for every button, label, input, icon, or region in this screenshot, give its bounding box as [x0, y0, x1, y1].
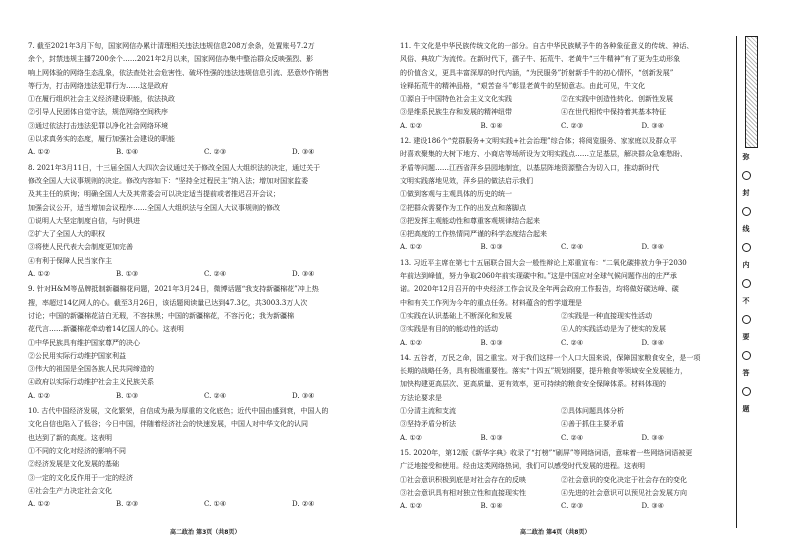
q12-opt-2: ②把群众需要作为工作的出发点和落脚点 — [400, 203, 526, 212]
q12-choice-a[interactable]: A. ①② — [400, 243, 423, 252]
seal-circle-icon — [742, 279, 751, 288]
q10-stem-2: 文化自信也陷入了低谷；今日中国，伴随着经济社会的快速发展，中国人对中华文化的认同 — [28, 420, 308, 429]
q13-choice-a[interactable]: A. ①② — [400, 338, 423, 347]
q12-stem-2: 时喜欢聚集的大树下地方、小商店等场所设为文明实践点……立足基层，解决群众急难愁盼、 — [400, 150, 687, 159]
q15-choices — [400, 500, 722, 513]
q13-options — [400, 310, 722, 337]
q10-choices — [28, 498, 380, 511]
q9-opt-1: ①中华民族具有维护国家尊严的决心 — [28, 338, 140, 347]
binding-header-block — [745, 36, 758, 148]
left-column — [28, 40, 380, 511]
q7-opt-4: ④以求真务实的态度，履行加强社会建设的职能 — [28, 135, 175, 144]
q13-opt-1: ①实践在认识基础上不断深化和发展 — [400, 311, 512, 320]
q7-stem-4: 等行为，打击网络违法犯罪行为……这是政府 — [28, 81, 168, 90]
q8-stem-1: 8. 2021年3月11日，十三届全国人大四次会议通过关于修改全国人大组织法的决定，通过关于 — [28, 163, 321, 172]
right-column — [400, 40, 722, 513]
q9-choice-a[interactable]: A. ①② — [28, 391, 51, 400]
q14-opt-2: ②具体问题具体分析 — [561, 407, 624, 416]
q15-choice-d[interactable]: D. ③④ — [641, 502, 664, 511]
q14-stem-1: 14. 五谷者，万民之命，国之重宝。对于我们这样一个人口大国来说，保障国家粮食安全，是一项 — [400, 353, 701, 362]
question-7 — [28, 40, 380, 160]
seal-char-3: 线 — [742, 225, 750, 233]
q11-opt-1: ①源自于中国特色社会主义文化实践 — [400, 95, 512, 104]
q10-stem-1: 10. 古代中国经济发展，文化繁荣，自信成为最为厚重的文化底色；近代中国由盛到衰，中国人的 — [28, 407, 329, 416]
q11-stem-4: 诠释拓荒牛的精神品格，“艰苦奋斗”彰显老黄牛的坚韧意志。由此可见，牛文化 — [400, 81, 646, 90]
question-11 — [400, 40, 722, 133]
seal-char-7: 答 — [742, 369, 750, 377]
q9-opt-3: ③伟大的祖国是全国各族人民共同缔造的 — [28, 365, 154, 374]
seal-line — [740, 150, 752, 417]
q10-opt-1: ①不同的文化对经济的影响不同 — [28, 446, 126, 455]
q13-stem-4: 中和有关工作列为今年的重点任务。材料蕴含的哲学道理是 — [400, 298, 582, 307]
q15-opt-3: ③社会意识具有相对独立性和直接现实性 — [400, 488, 526, 497]
question-14 — [400, 352, 722, 445]
q15-choice-c[interactable]: C. ②③ — [561, 502, 584, 511]
q13-choice-d[interactable]: D. ③④ — [641, 338, 664, 347]
q8-stem-3: 及其主任的质询；明确全国人大及其常委会可以决定适当提前或者推迟召开会议； — [28, 190, 280, 199]
q10-choice-a[interactable]: A. ①② — [28, 500, 51, 509]
q15-opt-2: ②社会意识的变化决定于社会存在的变化 — [561, 475, 687, 484]
q9-choices — [28, 390, 380, 403]
q12-opt-3: ③把发挥主观能动性和尊重客观规律结合起来 — [400, 216, 540, 225]
q11-opt-2: ②在实践中创造性转化、创新性发展 — [561, 95, 673, 104]
q15-opt-4: ④先进的社会意识可以预见社会发展方向 — [561, 488, 687, 497]
q9-opt-2: ②公民用实际行动维护国家利益 — [28, 351, 126, 360]
q9-stem-2: 搜，率超过14亿网人的心。截至3月26日，该话题阅读量已达到47.3亿，共3003.3万人次 — [28, 298, 308, 307]
left-page-footer: 高二政治 第3页（共8页） — [170, 529, 241, 536]
q14-choice-d[interactable]: D. ③④ — [641, 433, 664, 442]
q10-choice-d[interactable]: D. ②④ — [292, 500, 315, 509]
q15-options — [400, 474, 722, 501]
q7-opt-2: ②引导人民团体自觉守法，规范网络空间秩序 — [28, 108, 168, 117]
q14-choices — [400, 432, 722, 445]
q11-opt-4: ④在世代相传中保持着其基本特征 — [561, 108, 666, 117]
q11-choice-c[interactable]: C. ②③ — [561, 121, 584, 130]
q9-opt-4: ④政府以实际行动维护社会主义民族关系 — [28, 378, 154, 387]
q10-choice-b[interactable]: B. ②③ — [116, 500, 139, 509]
q14-opt-1: ①分清主流和支流 — [400, 407, 456, 416]
question-10 — [28, 405, 380, 511]
q7-opt-3: ③通过依法打击违法犯罪以净化社会网络环境 — [28, 121, 168, 130]
q15-choice-b[interactable]: B. ①④ — [480, 502, 503, 511]
seal-circle-icon — [742, 315, 751, 324]
q13-choice-b[interactable]: B. ①③ — [480, 338, 503, 347]
seal-char-4: 内 — [742, 261, 750, 269]
q10-opt-2: ②经济发展是文化发展的基础 — [28, 460, 119, 469]
q10-opt-4: ④社会生产力决定社会文化 — [28, 486, 112, 495]
q11-choice-d[interactable]: D. ③④ — [641, 121, 664, 130]
q12-choice-b[interactable]: B. ①③ — [480, 243, 503, 252]
q9-stem-4: 花代言……新疆棉花牵动着14亿国人的心。这表明 — [28, 325, 184, 334]
q13-opt-3: ③实践是有目的的能动性的活动 — [400, 325, 498, 334]
q14-choice-c[interactable]: C. ②④ — [561, 433, 584, 442]
q8-choice-b[interactable]: B. ①③ — [116, 270, 139, 279]
q10-stem-3: 也达到了新的高度。这表明 — [28, 433, 112, 442]
q15-choice-a[interactable]: A. ①② — [400, 502, 423, 511]
q14-choice-a[interactable]: A. ①② — [400, 433, 423, 442]
seal-char-8: 题 — [742, 405, 750, 413]
q8-choice-c[interactable]: C. ②④ — [204, 270, 227, 279]
q11-choices — [400, 120, 722, 133]
q7-opt-1: ①在履行组织社会主义经济建设职能，依法执政 — [28, 95, 175, 104]
q8-stem-4: 加强会议公开，适当增加会议程序……全国人大组织法与全国人大议事规则的修改 — [28, 203, 280, 212]
q13-stem-1: 13. 习近平主席在第七十五届联合国大会一般性辩论上郑重宣布：“二氧化碳排放力争于2030 — [400, 258, 687, 267]
q7-choice-a[interactable]: A. ①② — [28, 148, 51, 157]
q7-stem-1: 7. 截至2021年3月下旬，国家网信办累计清理相关违法违规信息208万余条，处置账号7.2万 — [28, 42, 315, 50]
q8-choice-a[interactable]: A. ①② — [28, 270, 51, 279]
q11-choice-a[interactable]: A. ①② — [400, 121, 423, 130]
q14-opt-3: ③坚持矛盾分析法 — [400, 420, 456, 429]
q11-opt-3: ③是维系民族生存和发展的精神纽带 — [400, 108, 512, 117]
q7-choices — [28, 146, 380, 159]
q11-stem-3: 的价值含义，更具丰富深厚的时代内涵，“为民服务”折射新手牛的初心情怀，“创新发展” — [400, 68, 674, 77]
q12-choice-c[interactable]: C. ②④ — [561, 243, 584, 252]
seal-char-1: 弥 — [742, 153, 750, 161]
right-page-footer: 高二政治 第4页（共8页） — [520, 529, 591, 536]
q9-choice-d[interactable]: D. ③④ — [292, 391, 315, 400]
q12-stem-3: 矛盾等问题……江西省萍乡县园地制宜，以基层阵地资源整合为切入口，推动新时代 — [400, 163, 659, 172]
question-15 — [400, 447, 722, 513]
q13-choices — [400, 337, 722, 350]
q14-options — [400, 405, 722, 432]
q7-choice-d[interactable]: D. ③④ — [292, 148, 315, 157]
seal-circle-icon — [742, 171, 751, 180]
q14-opt-4: ④善于抓住主要矛盾 — [561, 420, 624, 429]
q10-choice-c[interactable]: C. ①④ — [204, 500, 227, 509]
q11-stem-1: 11. 牛文化是中华民族传统文化的一部分。自古中华民族赋予牛的各种象征意义的传统、神话、 — [400, 42, 694, 50]
question-13 — [400, 257, 722, 350]
q8-choices — [28, 268, 380, 281]
q15-stem-1: 15. 2020年，第12版《新华字典》收录了“打榜”“刷屏”等网络词语，意味着一些网络词语被更 — [400, 448, 693, 457]
q14-stem-4: 方法论要求是 — [400, 393, 442, 402]
q12-stem-1: 12. 建设186个“党群服务+文明实践+社会治理”综合体；将阅览服务、家家庭以及群众平 — [400, 137, 677, 146]
seal-char-5: 不 — [742, 297, 750, 305]
q12-stem-4: 文明实践落地见效，萍乡县的做法启示我们 — [400, 176, 533, 185]
q13-stem-2: 年前达到峰值，努力争取2060年前实现碳中和。”这是中国应对全球气候问题作出的庄严承 — [400, 272, 677, 281]
seal-circle-icon — [742, 351, 751, 360]
q7-stem-3: 响上网体验的网络生态乱象，依法查处社会危害性、破坏性强的违法违规信息引流、恶意炒作销售 — [28, 68, 329, 77]
q13-stem-3: 诺。2020年12月召开的中央经济工作会议及全年两会政府工作报告，均将做好碳达峰、碳 — [400, 285, 679, 294]
q8-opt-3: ③将使人民代表大会制度更加完善 — [28, 243, 133, 252]
q14-stem-2: 长期的战略任务，具有极端重要性。落实“十四五”规划纲要，提升粮食等领域安全发展能力， — [400, 367, 688, 376]
q9-choice-b[interactable]: B. ①③ — [116, 391, 139, 400]
seal-circle-icon — [742, 387, 751, 396]
q12-opt-1: ①做到客观与主观具体的历史的统一 — [400, 190, 512, 199]
q12-opt-4: ④把高度的工作热情同严谨的科学态度结合起来 — [400, 230, 547, 239]
q15-stem-2: 广泛地接受和使用。经由这类网络热词，我们可以感受时代发展的进程。这表明 — [400, 462, 645, 471]
q14-choice-b[interactable]: B. ①③ — [480, 433, 503, 442]
seal-circle-icon — [742, 207, 751, 216]
question-9 — [28, 283, 380, 403]
q10-opt-3: ③一定的文化反作用于一定的经济 — [28, 473, 133, 482]
q7-choice-b[interactable]: B. ①④ — [116, 148, 139, 157]
q12-choice-d[interactable]: D. ③④ — [641, 243, 664, 252]
q13-choice-c[interactable]: C. ②④ — [561, 338, 584, 347]
q8-opt-4: ④有利于保障人民当家作主 — [28, 256, 112, 265]
seal-char-2: 封 — [742, 189, 750, 197]
q8-opt-1: ①说明人大坚定制度自信，与时俱进 — [28, 216, 140, 225]
q9-stem-1: 9. 针对H&M等品牌抵制新疆棉花问题，2021年3月24日，微博话题“我支持新疆棉花”冲上热 — [28, 285, 319, 294]
q9-choice-c[interactable]: C. ②④ — [204, 391, 227, 400]
q11-choice-b[interactable]: B. ①④ — [480, 121, 503, 130]
q7-stem-2: 余个，封禁违规主播7200余个……2021年2月以来，国家网信办集中整治群众反映强烈、影 — [28, 55, 314, 64]
question-8 — [28, 162, 380, 282]
seal-circle-icon — [742, 243, 751, 252]
q15-opt-1: ①社会意识积极到底是对社会存在的反映 — [400, 475, 526, 484]
q12-choices — [400, 241, 722, 254]
q14-stem-3: 加快构建更高层次、更高质量、更有效率，更可持续的粮食安全保障体系。材料体现的 — [400, 380, 666, 389]
q11-options — [400, 93, 722, 120]
q13-opt-2: ②实践是一种直接现实性活动 — [561, 311, 652, 320]
q8-stem-2: 修改全国人大议事规则的决定。修改内容如下：“坚持全过程民主”纳入法；增加对国家监委 — [28, 176, 309, 185]
q11-stem-2: 风俗、典故广为流传。在新时代下，孺子牛、拓荒牛、老黄牛“三牛精神”有了更为生动形象 — [400, 55, 681, 64]
q7-choice-c[interactable]: C. ②③ — [204, 148, 227, 157]
question-12 — [400, 135, 722, 255]
q9-stem-3: 讨论；中国的新疆棉花洁白无瑕，不容抹黑；中国的新疆棉花，不容污化；我为新疆棉 — [28, 311, 294, 320]
q13-opt-4: ④人的实践活动是为了使实的发展 — [561, 325, 666, 334]
q8-opt-2: ②扩大了全国人大的职权 — [28, 230, 105, 239]
seal-char-6: 要 — [742, 333, 750, 341]
q8-choice-d[interactable]: D. ③④ — [292, 270, 315, 279]
